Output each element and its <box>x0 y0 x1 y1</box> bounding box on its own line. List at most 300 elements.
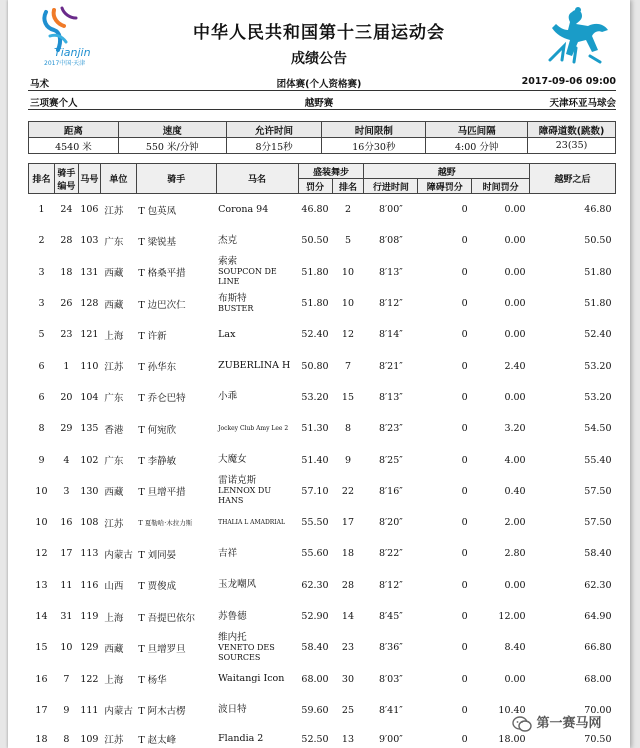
horse-cell <box>216 570 298 601</box>
dressage-rank-cell: 14 <box>341 611 355 622</box>
horse-name: 大魔女 <box>218 454 247 466</box>
horse-name: Corona 94 <box>218 203 269 215</box>
horse-no-cell: 128 <box>80 298 99 310</box>
rank-cell: 5 <box>38 329 45 341</box>
header-divider <box>28 90 616 91</box>
rider-cell: T 夏勒哈·木拉力斯 <box>138 519 193 528</box>
xc-obstacle-cell: 0 <box>461 517 468 529</box>
horse-name: 维内托 <box>218 631 247 643</box>
xc-time-cell: 8′08″ <box>378 235 403 247</box>
after-xc-cell: 62.30 <box>584 579 612 591</box>
unit-cell: 西藏 <box>104 299 124 311</box>
rider-cell: T 格桑平措 <box>138 268 186 280</box>
unit-cell: 江苏 <box>104 735 124 747</box>
xc-time-cell: 8′14″ <box>378 329 403 341</box>
after-xc-cell: 70.00 <box>584 704 612 716</box>
dressage-penalty-cell: 51.40 <box>301 454 329 466</box>
horse-cell <box>216 225 298 256</box>
dressage-rank-cell: 30 <box>341 673 355 685</box>
dressage-rank-cell: 12 <box>341 329 355 341</box>
xc-time-penalty-cell: 0.00 <box>504 673 526 685</box>
xc-obstacle-cell: 0 <box>461 298 468 310</box>
xc-time-cell: 8′12″ <box>378 579 403 591</box>
info-header-cell: 马匹间隔 <box>426 122 528 138</box>
after-xc-cell: 50.50 <box>584 235 612 247</box>
horse-cell <box>216 382 298 413</box>
after-xc-cell: 57.50 <box>584 485 612 497</box>
table-row <box>29 538 616 569</box>
results-table <box>28 163 616 748</box>
results-header-row <box>29 164 616 179</box>
rider-cell: T 乔仑巴特 <box>138 393 186 405</box>
horse-no-cell: 104 <box>80 391 99 403</box>
rider-no-cell: 4 <box>63 454 70 466</box>
dressage-rank-cell: 23 <box>341 642 355 654</box>
rank-cell: 8 <box>38 423 45 435</box>
info-header-cell: 允许时间 <box>226 122 322 138</box>
info-value-cell: 550 米/分钟 <box>118 138 226 154</box>
rank-cell: 17 <box>35 704 48 716</box>
rider-no-cell: 9 <box>63 704 70 716</box>
rank-cell: 3 <box>38 298 45 310</box>
info-header-cell: 距离 <box>29 122 119 138</box>
rank-cell: 1 <box>38 204 45 216</box>
xc-time-cell: 8′22″ <box>378 548 403 560</box>
col-xc-time: 行进时间 <box>364 179 418 194</box>
course-info-header <box>29 122 616 138</box>
xc-time-cell: 8′21″ <box>378 360 403 372</box>
unit-cell: 广东 <box>104 393 124 405</box>
logo-caption: 2017中国·天津 <box>44 60 86 67</box>
table-row <box>29 476 616 507</box>
dressage-rank-cell: 25 <box>341 704 355 716</box>
xc-time-penalty-cell: 2.80 <box>504 548 526 560</box>
rank-cell: 13 <box>35 579 48 591</box>
dressage-penalty-cell: 50.50 <box>301 235 329 247</box>
dressage-rank-cell: 28 <box>341 579 355 591</box>
rider-cell: T 刘同晏 <box>138 549 177 561</box>
xc-time-penalty-cell: 12.00 <box>498 611 526 622</box>
dressage-rank-cell: 10 <box>341 266 355 278</box>
after-xc-cell: 66.80 <box>584 642 612 654</box>
xc-obstacle-cell: 0 <box>461 235 468 247</box>
horse-no-cell: 108 <box>80 517 99 529</box>
dressage-penalty-cell: 51.30 <box>301 423 329 435</box>
horse-no-cell: 122 <box>80 673 99 685</box>
horse-name: THALIA L AMADRIAL <box>218 518 285 526</box>
horse-name: Lax <box>218 328 236 340</box>
unit-cell: 广东 <box>104 456 124 468</box>
horse-cell <box>216 726 298 748</box>
dressage-penalty-cell: 68.00 <box>301 673 329 685</box>
dressage-rank-cell: 17 <box>341 517 355 529</box>
horse-name-en: SOUPCON DE LINE <box>218 267 277 287</box>
table-row <box>29 288 616 319</box>
table-row <box>29 507 616 538</box>
rider-no-cell: 29 <box>60 423 73 435</box>
datetime-label: 2017-09-06 09:00 <box>521 76 616 87</box>
horse-cell <box>216 350 298 381</box>
horse-name: 苏鲁德 <box>218 610 247 622</box>
horse-no-cell: 130 <box>80 485 99 497</box>
xc-time-penalty-cell: 0.00 <box>504 204 526 216</box>
rider-no-cell: 28 <box>60 235 73 247</box>
xc-time-penalty-cell: 0.40 <box>504 485 526 497</box>
table-row <box>29 257 616 288</box>
after-xc-cell: 54.50 <box>584 423 612 435</box>
xc-obstacle-cell: 0 <box>461 391 468 403</box>
rider-cell: T 杨华 <box>138 675 167 687</box>
horse-name: 吉祥 <box>218 547 238 559</box>
after-xc-cell: 51.80 <box>584 298 612 310</box>
info-header-cell: 时间限制 <box>322 122 426 138</box>
rank-cell: 18 <box>35 733 48 745</box>
table-row <box>29 413 616 444</box>
unit-cell: 江苏 <box>104 362 124 374</box>
dressage-rank-cell: 2 <box>344 204 351 216</box>
horse-no-cell: 111 <box>80 704 99 716</box>
horse-cell <box>216 288 298 319</box>
horse-name: 布斯特 <box>218 292 247 304</box>
xc-time-penalty-cell: 3.20 <box>504 423 526 435</box>
rider-cell: T 贾俊成 <box>138 581 177 593</box>
dressage-penalty-cell: 57.10 <box>301 485 329 497</box>
info-value-cell: 16分30秒 <box>322 138 426 154</box>
rank-cell: 6 <box>38 391 45 403</box>
page-title: 中华人民共和国第十三届运动会 <box>193 23 445 43</box>
table-row <box>29 350 616 381</box>
xc-time-penalty-cell: 10.40 <box>498 704 526 716</box>
dressage-penalty-cell: 51.80 <box>301 298 329 310</box>
rider-cell: T 许新 <box>138 330 167 342</box>
unit-cell: 江苏 <box>104 205 124 217</box>
horse-no-cell: 113 <box>80 548 99 560</box>
xc-time-penalty-cell: 18.00 <box>498 733 526 745</box>
event-label: 团体赛(个人资格赛) <box>276 79 362 90</box>
xc-obstacle-cell: 0 <box>461 579 468 591</box>
xc-obstacle-cell: 0 <box>461 204 468 216</box>
table-row <box>29 382 616 413</box>
dressage-penalty-cell: 53.20 <box>301 391 329 403</box>
rider-no-cell: 18 <box>60 266 73 278</box>
info-header-cell: 速度 <box>118 122 226 138</box>
dressage-penalty-cell: 59.60 <box>301 704 329 716</box>
horse-cell <box>216 476 298 507</box>
xc-time-cell: 8′36″ <box>378 642 403 654</box>
rider-no-cell: 11 <box>60 579 73 591</box>
unit-cell: 上海 <box>104 612 124 624</box>
xc-time-cell: 8′41″ <box>378 704 403 716</box>
header-divider <box>28 109 616 110</box>
horse-cell <box>216 601 298 632</box>
after-xc-cell: 57.50 <box>584 517 612 529</box>
info-value-cell: 8分15秒 <box>226 138 322 154</box>
course-info-table <box>28 121 616 154</box>
dressage-rank-cell: 10 <box>341 298 355 310</box>
horse-no-cell: 110 <box>80 360 99 372</box>
xc-time-penalty-cell: 0.00 <box>504 266 526 278</box>
table-row <box>29 319 616 350</box>
rider-cell: T 梁锐基 <box>138 236 177 248</box>
dressage-penalty-cell: 58.40 <box>301 642 329 654</box>
after-xc-cell: 46.80 <box>584 204 612 216</box>
after-xc-cell: 68.00 <box>584 673 612 685</box>
unit-cell: 西藏 <box>104 643 124 655</box>
xc-time-penalty-cell: 4.00 <box>504 454 526 466</box>
xc-time-penalty-cell: 0.00 <box>504 329 526 341</box>
dressage-penalty-cell: 51.80 <box>301 266 329 278</box>
horse-no-cell: 119 <box>80 611 99 622</box>
xc-time-cell: 8′20″ <box>378 517 403 529</box>
dressage-penalty-cell: 55.50 <box>301 517 329 529</box>
horse-no-cell: 129 <box>80 642 99 654</box>
xc-obstacle-cell: 0 <box>461 360 468 372</box>
horse-name: ZUBERLINA H <box>218 360 291 372</box>
horse-cell <box>216 194 298 226</box>
horse-name: 雷诺克斯 <box>218 475 257 487</box>
col-dressage-rank: 排名 <box>332 179 364 194</box>
horse-cell <box>216 507 298 538</box>
xc-time-penalty-cell: 2.00 <box>504 517 526 529</box>
table-row <box>29 601 616 632</box>
unit-cell: 山西 <box>104 581 124 593</box>
xc-obstacle-cell: 0 <box>461 733 468 745</box>
col-unit: 单位 <box>100 164 136 194</box>
unit-cell: 上海 <box>104 675 124 687</box>
document-page <box>8 0 630 748</box>
xc-time-penalty-cell: 0.00 <box>504 235 526 247</box>
rank-cell: 10 <box>35 517 48 529</box>
col-rider: 骑手 <box>136 164 216 194</box>
horse-cell <box>216 632 298 663</box>
table-row <box>29 632 616 663</box>
dressage-rank-cell: 15 <box>341 391 355 403</box>
table-row <box>29 225 616 256</box>
phase-label: 越野赛 <box>304 98 334 109</box>
rider-cell: T 边巴次仁 <box>138 299 186 311</box>
xc-time-cell: 8′12″ <box>378 298 403 310</box>
xc-obstacle-cell: 0 <box>461 611 468 622</box>
results-body <box>29 194 616 748</box>
unit-cell: 广东 <box>104 236 124 248</box>
xc-time-cell: 9′00″ <box>378 733 403 745</box>
rider-cell: T 李静敏 <box>138 456 177 468</box>
xc-time-penalty-cell: 0.00 <box>504 579 526 591</box>
dressage-penalty-cell: 46.80 <box>301 204 329 216</box>
horse-name: 波日特 <box>218 704 247 716</box>
rider-no-cell: 23 <box>60 329 73 341</box>
col-xc-time-penalty: 时间罚分 <box>472 179 530 194</box>
xc-obstacle-cell: 0 <box>461 329 468 341</box>
horse-name: 玉龙嘲风 <box>218 579 257 591</box>
xc-time-cell: 8′23″ <box>378 423 403 435</box>
rider-no-cell: 1 <box>63 360 70 372</box>
after-xc-cell: 55.40 <box>584 454 612 466</box>
unit-cell: 内蒙古 <box>104 549 133 561</box>
watermark <box>512 712 630 740</box>
horse-name: 杰克 <box>218 234 238 246</box>
rider-no-cell: 16 <box>60 517 73 529</box>
rider-no-cell: 10 <box>60 642 73 654</box>
rank-cell: 14 <box>35 611 48 622</box>
horse-cell <box>216 319 298 350</box>
xc-obstacle-cell: 0 <box>461 266 468 278</box>
table-row <box>29 663 616 694</box>
watermark-text: 第一赛马网 <box>536 716 602 731</box>
rank-cell: 16 <box>35 673 48 685</box>
rider-cell: T 吾提巴依尔 <box>138 612 196 624</box>
col-horse: 马名 <box>216 164 298 194</box>
horse-name: 索索 <box>218 256 238 268</box>
col-after-xc: 越野之后 <box>530 164 616 194</box>
rank-cell: 9 <box>38 454 45 466</box>
dressage-penalty-cell: 52.50 <box>301 733 329 745</box>
col-xc-obstacle: 障碍罚分 <box>418 179 472 194</box>
horse-name-en: BUSTER <box>218 303 254 313</box>
col-horse-no: 马号 <box>78 164 100 194</box>
xc-time-cell: 8′03″ <box>378 673 403 685</box>
xc-time-cell: 8′13″ <box>378 266 403 278</box>
rider-cell: T 赵太峰 <box>138 735 177 747</box>
rider-no-cell: 3 <box>63 485 70 497</box>
sport-label: 马术 <box>30 79 50 90</box>
wechat-icon <box>512 714 532 734</box>
dressage-rank-cell: 22 <box>341 485 355 497</box>
after-xc-cell: 51.80 <box>584 266 612 278</box>
dressage-penalty-cell: 62.30 <box>301 579 329 591</box>
xc-obstacle-cell: 0 <box>461 548 468 560</box>
dressage-penalty-cell: 52.40 <box>301 329 329 341</box>
info-value-cell: 4540 米 <box>29 138 119 154</box>
unit-cell: 香港 <box>104 424 124 436</box>
venue-label: 天津环亚马球会 <box>549 98 616 109</box>
horse-no-cell: 106 <box>80 204 99 216</box>
horse-name: Jockey Club Amy Lee 2 <box>218 424 289 432</box>
xc-time-cell: 8′13″ <box>378 391 403 403</box>
page-subtitle: 成绩公告 <box>291 51 347 67</box>
logo-word: Tianjin <box>54 46 91 59</box>
after-xc-cell: 53.20 <box>584 391 612 403</box>
dressage-penalty-cell: 50.80 <box>301 360 329 372</box>
col-dressage-penalty: 罚分 <box>298 179 332 194</box>
rank-cell: 10 <box>35 485 48 497</box>
horse-cell <box>216 538 298 569</box>
unit-cell: 西藏 <box>104 487 124 499</box>
discipline-label: 三项赛个人 <box>30 98 78 109</box>
after-xc-cell: 64.90 <box>584 611 612 622</box>
xc-time-penalty-cell: 0.00 <box>504 298 526 310</box>
course-info-values <box>29 138 616 154</box>
horse-name: Flandia 2 <box>218 733 264 745</box>
after-xc-cell: 58.40 <box>584 548 612 560</box>
after-xc-cell: 52.40 <box>584 329 612 341</box>
rider-cell: T 何宛欣 <box>138 424 177 436</box>
rank-cell: 6 <box>38 360 45 372</box>
horse-no-cell: 103 <box>80 235 99 247</box>
horse-no-cell: 131 <box>80 266 99 278</box>
col-cross-country: 越野 <box>364 164 530 179</box>
rider-no-cell: 31 <box>60 611 73 622</box>
xc-time-penalty-cell: 2.40 <box>504 360 526 372</box>
horse-cell <box>216 444 298 475</box>
horse-cell <box>216 413 298 444</box>
horse-name: 小乖 <box>218 391 238 403</box>
after-xc-cell: 70.50 <box>584 733 612 745</box>
col-rank: 排名 <box>29 164 55 194</box>
rank-cell: 12 <box>35 548 48 560</box>
rider-no-cell: 7 <box>63 673 70 685</box>
rider-no-cell: 24 <box>60 204 73 216</box>
dressage-penalty-cell: 55.60 <box>301 548 329 560</box>
xc-time-cell: 8′00″ <box>378 204 403 216</box>
info-value-cell: 4:00 分钟 <box>426 138 528 154</box>
xc-obstacle-cell: 0 <box>461 454 468 466</box>
unit-cell: 内蒙古 <box>104 706 133 718</box>
xc-time-cell: 8′25″ <box>378 454 403 466</box>
rider-cell: T 旦增罗旦 <box>138 643 186 655</box>
horse-no-cell: 102 <box>80 454 99 466</box>
xc-obstacle-cell: 0 <box>461 673 468 685</box>
dressage-rank-cell: 7 <box>344 360 351 372</box>
xc-time-penalty-cell: 0.00 <box>504 391 526 403</box>
xc-obstacle-cell: 0 <box>461 485 468 497</box>
info-value-cell: 23(35) <box>528 138 616 154</box>
horse-no-cell: 116 <box>80 579 99 591</box>
horse-name-en: VENETO DES SOURCES <box>218 642 275 662</box>
horse-cell <box>216 695 298 726</box>
dressage-penalty-cell: 52.90 <box>301 611 329 622</box>
rank-cell: 3 <box>38 266 45 278</box>
xc-time-cell: 8′45″ <box>378 611 403 622</box>
table-row <box>29 194 616 226</box>
rank-cell: 2 <box>38 235 45 247</box>
col-rider-no: 骑手编号 <box>54 164 78 194</box>
xc-time-penalty-cell: 8.40 <box>504 642 526 654</box>
horse-name-en: LENNOX DU HANS <box>218 486 272 506</box>
rider-no-cell: 26 <box>60 298 73 310</box>
unit-cell: 上海 <box>104 330 124 342</box>
rider-no-cell: 8 <box>63 733 70 745</box>
table-row <box>29 570 616 601</box>
rider-no-cell: 20 <box>60 391 73 403</box>
dressage-rank-cell: 13 <box>341 733 355 745</box>
rider-cell: T 旦增平措 <box>138 487 186 499</box>
rider-cell: T 孙华东 <box>138 362 177 374</box>
unit-cell: 西藏 <box>104 268 124 280</box>
rider-no-cell: 17 <box>60 548 73 560</box>
horse-no-cell: 121 <box>80 329 99 341</box>
xc-obstacle-cell: 0 <box>461 642 468 654</box>
xc-obstacle-cell: 0 <box>461 704 468 716</box>
horse-no-cell: 109 <box>80 733 99 745</box>
dressage-rank-cell: 18 <box>341 548 355 560</box>
after-xc-cell: 53.20 <box>584 360 612 372</box>
col-dressage: 盛装舞步 <box>298 164 364 179</box>
dressage-rank-cell: 9 <box>344 454 351 466</box>
horse-cell <box>216 257 298 288</box>
dressage-rank-cell: 8 <box>344 423 351 435</box>
rank-cell: 15 <box>35 642 48 654</box>
dressage-rank-cell: 5 <box>344 235 351 247</box>
horse-no-cell: 135 <box>80 423 99 435</box>
info-header-cell: 障碍道数(跳数) <box>528 122 616 138</box>
horse-cell <box>216 663 298 694</box>
rider-cell: T 阿木古楞 <box>138 706 186 718</box>
horse-name: Waitangi Icon <box>218 673 285 685</box>
xc-obstacle-cell: 0 <box>461 423 468 435</box>
table-row <box>29 444 616 475</box>
rider-cell: T 包英凤 <box>138 205 177 217</box>
